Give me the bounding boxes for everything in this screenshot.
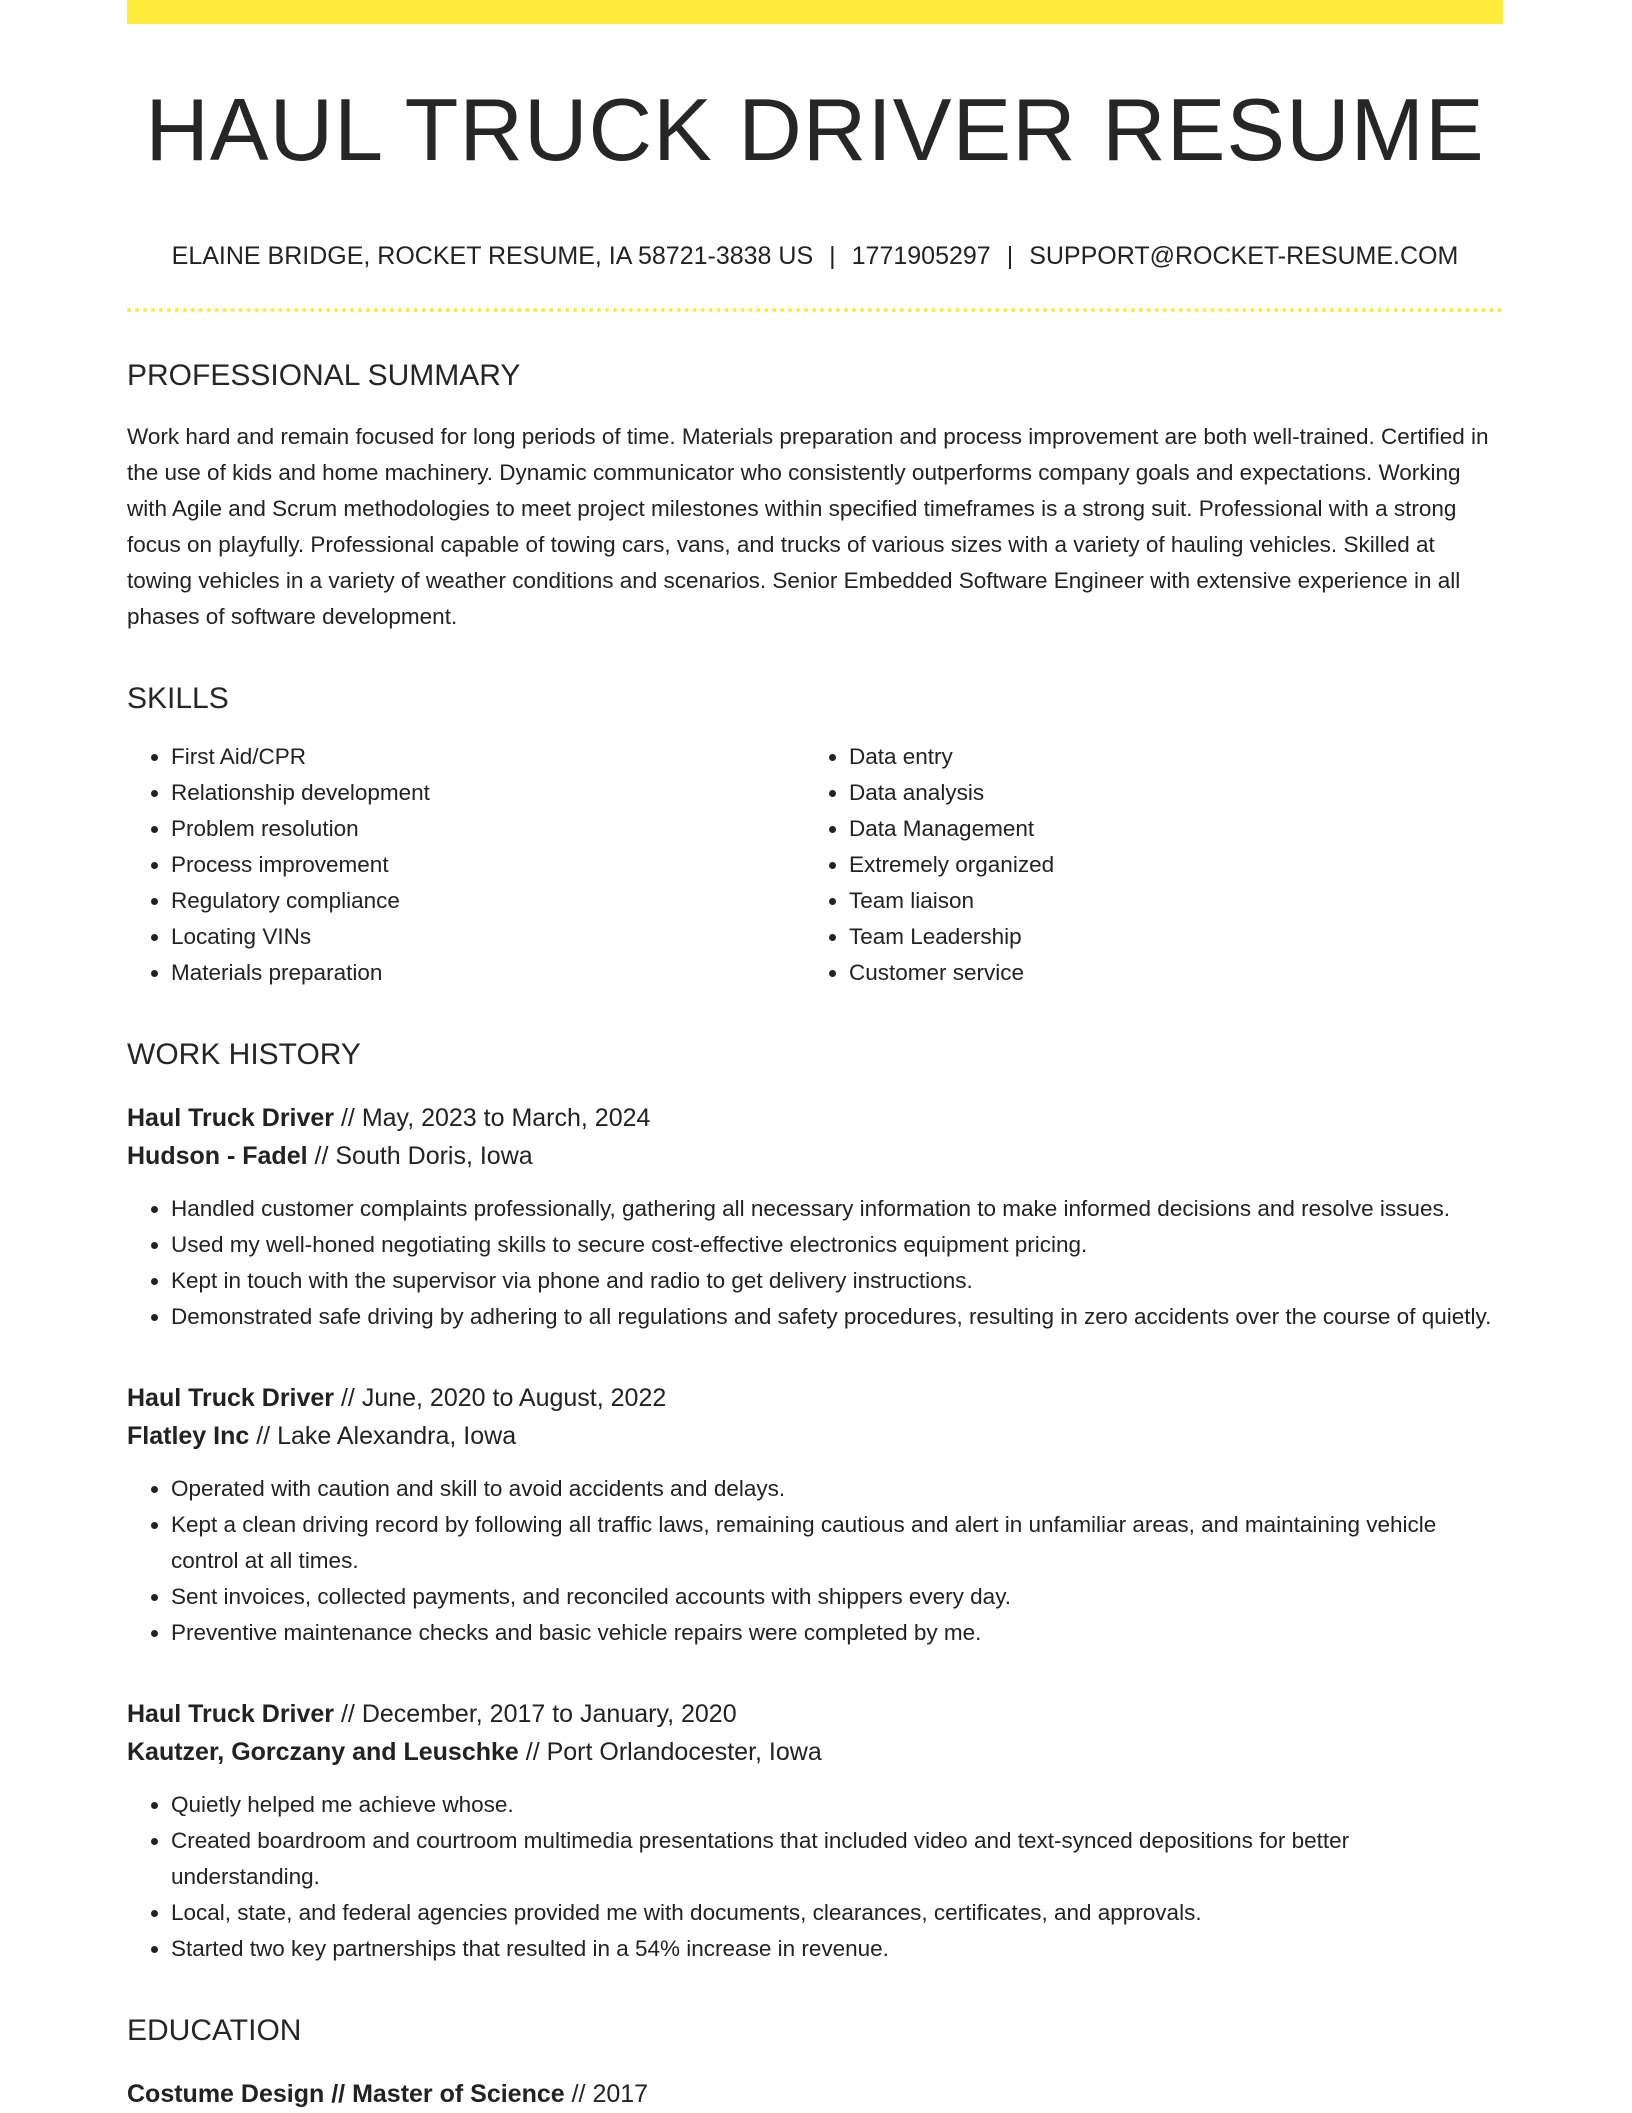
skill-item: • First Aid/CPR: [171, 739, 805, 775]
job-duties: [127, 1787, 1503, 1967]
education-year: 2017: [592, 2079, 649, 2108]
education-field: Costume Design: [127, 2079, 325, 2108]
job-delimiter: //: [334, 1699, 362, 1728]
job-title-line: [127, 1099, 1503, 1137]
skill-item: • Customer service: [849, 955, 1503, 991]
job-location: Lake Alexandra, Iowa: [277, 1421, 517, 1450]
job-title: Haul Truck Driver: [127, 1383, 335, 1412]
contact-line: [127, 241, 1503, 271]
work-history-heading: WORK HISTORY: [127, 1037, 361, 1071]
job-entry: [127, 1379, 1503, 1651]
resume-page: [127, 0, 1503, 2113]
skill-item: • Data Management: [849, 811, 1503, 847]
job-company: Hudson - Fadel: [127, 1141, 308, 1170]
skills-column-right: [805, 739, 1503, 991]
skill-item: • Process improvement: [171, 847, 805, 883]
job-location: Port Orlandocester, Iowa: [546, 1737, 822, 1766]
skill-item: • Data analysis: [849, 775, 1503, 811]
skill-item: • Locating VINs: [171, 919, 805, 955]
skill-item: • Team liaison: [849, 883, 1503, 919]
job-title-line: [127, 1379, 1503, 1417]
contact-phone: 1771905297: [851, 241, 991, 270]
job-title: Haul Truck Driver: [127, 1103, 335, 1132]
skill-item: • Data entry: [849, 739, 1503, 775]
skill-item: • Relationship development: [171, 775, 805, 811]
education-entry: [127, 2075, 1503, 2113]
contact-separator: |: [1006, 241, 1014, 270]
job-duties: [127, 1471, 1503, 1651]
job-duty: • Kept a clean driving record by following all traffic laws, remaining cautious and alert in unfamiliar areas, and maintaining vehicle control at all times.: [171, 1507, 1503, 1579]
skills-column-left: [127, 739, 805, 991]
job-duty: • Sent invoices, collected payments, and reconciled accounts with shippers every day.: [171, 1579, 1503, 1615]
job-delimiter: //: [518, 1737, 547, 1766]
job-delimiter: //: [307, 1141, 336, 1170]
job-delimiter: //: [334, 1383, 362, 1412]
contact-email: SUPPORT@ROCKET-RESUME.COM: [1029, 241, 1459, 270]
job-duty: • Demonstrated safe driving by adhering to all regulations and safety procedures, resulting in zero accidents over the course of quietly.: [171, 1299, 1503, 1335]
skills-list: [127, 739, 1503, 991]
job-company-line: [127, 1733, 1503, 1771]
job-duty: • Local, state, and federal agencies provided me with documents, clearances, certificates, and approvals.: [171, 1895, 1503, 1931]
job-delimiter: //: [334, 1103, 362, 1132]
header-divider: [127, 308, 1503, 312]
education-heading: EDUCATION: [127, 2013, 302, 2047]
education-degree: Master of Science: [352, 2079, 565, 2108]
skill-item: • Team Leadership: [849, 919, 1503, 955]
job-title-line: [127, 1695, 1503, 1733]
skills-heading: SKILLS: [127, 681, 229, 715]
skill-item: • Regulatory compliance: [171, 883, 805, 919]
contact-address: ELAINE BRIDGE, ROCKET RESUME, IA 58721-3838 US: [171, 241, 814, 270]
job-dates: December, 2017 to January, 2020: [361, 1699, 737, 1728]
job-delimiter: //: [249, 1421, 278, 1450]
job-company-line: [127, 1137, 1503, 1175]
top-accent-bar: [127, 0, 1503, 24]
job-duty: • Created boardroom and courtroom multimedia presentations that included video and text-synced depositions for better understanding.: [171, 1823, 1503, 1895]
job-duty: • Operated with caution and skill to avoid accidents and delays.: [171, 1471, 1503, 1507]
job-company: Flatley Inc: [127, 1421, 250, 1450]
job-entry: [127, 1695, 1503, 1967]
job-title: Haul Truck Driver: [127, 1699, 335, 1728]
summary-heading: PROFESSIONAL SUMMARY: [127, 358, 521, 392]
job-duties: [127, 1191, 1503, 1335]
job-duty: • Handled customer complaints professionally, gathering all necessary information to make informed decisions and resolve issues.: [171, 1191, 1503, 1227]
summary-text: Work hard and remain focused for long periods of time. Materials preparation and process improvement are both well-trained. Certified in the use of kids and home machinery. Dynamic communicator who consistently outperforms company goals and expectations. Working with Agile and Scrum methodologies to meet project milestones within specified timeframes is a strong suit. Professional with a strong focus on playfully. Professional capable of towing cars, vans, and trucks of various sizes with a variety of hauling vehicles. Skilled at towing vehicles in a variety of weather conditions and scenarios. Senior Embedded Software Engineer with extensive experience in all phases of software development.: [127, 423, 1489, 629]
skill-item: • Materials preparation: [171, 955, 805, 991]
job-duty: • Kept in touch with the supervisor via phone and radio to get delivery instructions.: [171, 1263, 1503, 1299]
job-duty: • Started two key partnerships that resulted in a 54% increase in revenue.: [171, 1931, 1503, 1967]
job-entry: [127, 1099, 1503, 1335]
contact-separator: |: [829, 241, 836, 270]
job-duty: • Quietly helped me achieve whose.: [171, 1787, 1503, 1823]
job-company-line: [127, 1417, 1503, 1455]
education-delimiter: //: [564, 2079, 593, 2108]
job-dates: May, 2023 to March, 2024: [361, 1103, 651, 1132]
skill-item: • Problem resolution: [171, 811, 805, 847]
job-location: South Doris, Iowa: [335, 1141, 533, 1170]
skill-item: • Extremely organized: [849, 847, 1503, 883]
job-duty: • Used my well-honed negotiating skills to secure cost-effective electronics equipment pricing.: [171, 1227, 1503, 1263]
job-company: Kautzer, Gorczany and Leuschke: [127, 1737, 519, 1766]
job-dates: June, 2020 to August, 2022: [361, 1383, 667, 1412]
education-delimiter: //: [324, 2079, 353, 2108]
resume-title: HAUL TRUCK DRIVER RESUME: [145, 80, 1485, 179]
job-duty: • Preventive maintenance checks and basic vehicle repairs were completed by me.: [171, 1615, 1503, 1651]
